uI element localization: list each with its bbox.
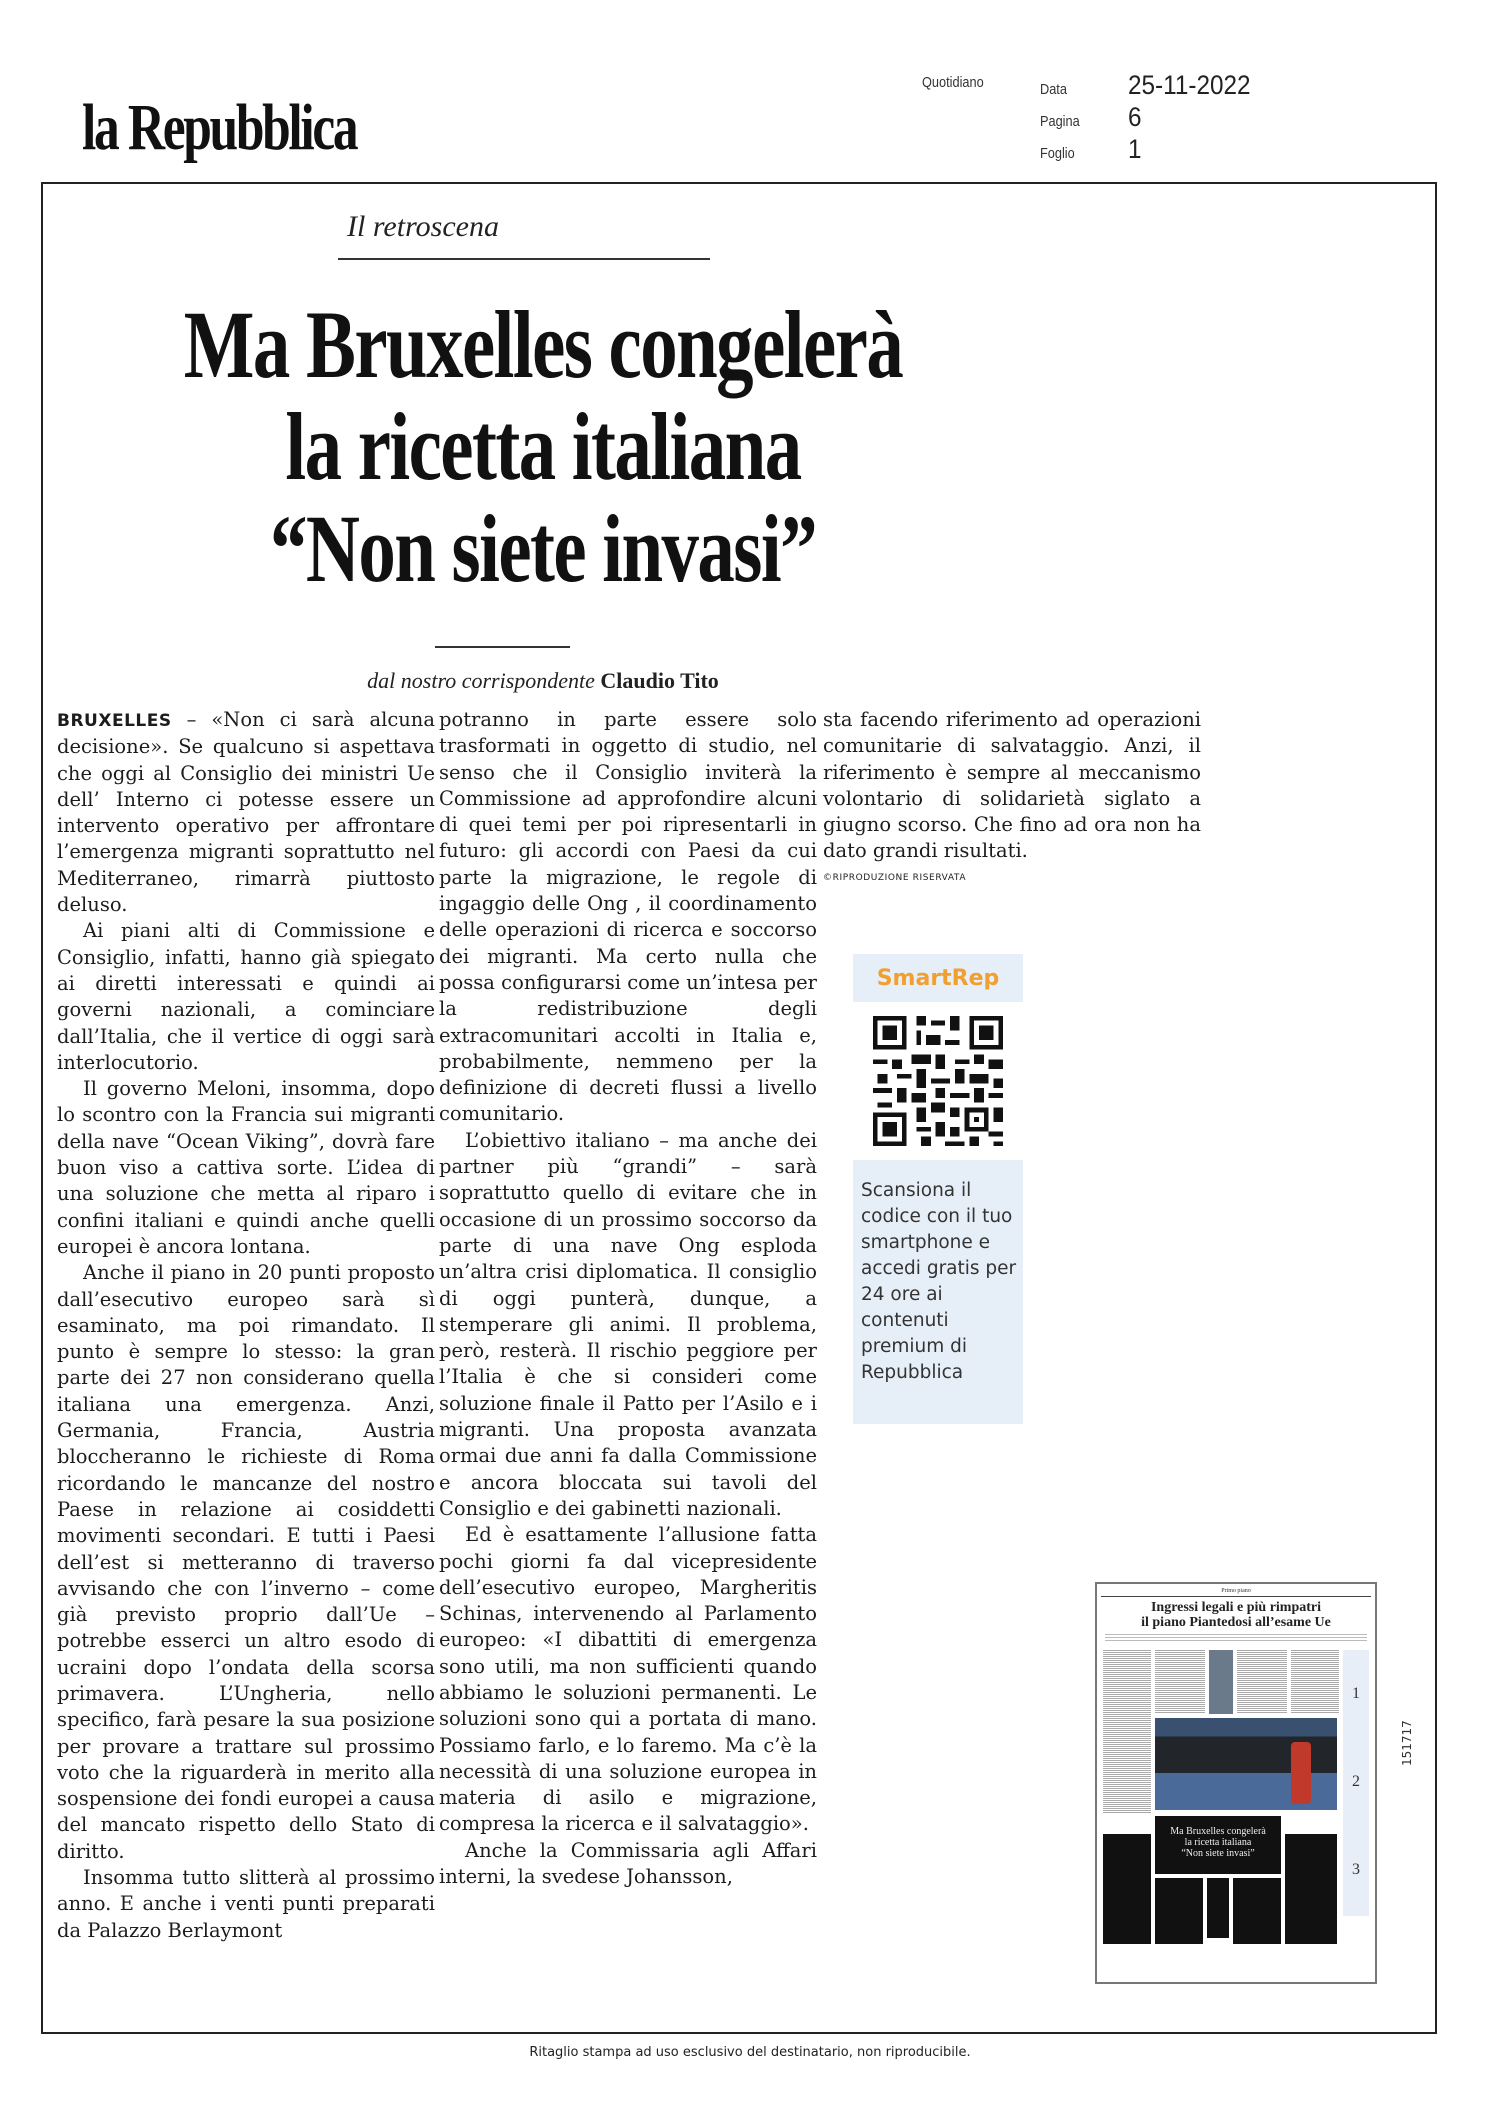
- thumbnail-highlight-qr: [1207, 1878, 1229, 1938]
- publication-type: Quotidiano: [922, 74, 984, 91]
- meta-label: Data: [1040, 81, 1067, 98]
- thumbnail-photo: [1155, 1718, 1337, 1810]
- thumbnail-text-block: [1155, 1650, 1205, 1714]
- thumbnail-text-block: [1291, 1650, 1339, 1714]
- paragraph: potranno in parte essere solo trasformati in oggetto di studio, nel senso che il Consiglio inviterà la Commissione ad approfondire alcuni di quei temi per poi ripresentarli in futuro: gli accordi con Paesi da cui parte la migrazione, le regole di ingaggio delle Ong , il coordinamento delle operazioni di ricerca e soccorso dei migranti. Ma certo nulla che possa configurarsi come un’intesa per la redistribuzione degli extracomunitari accolti in Italia e, probabilmente, nemmeno per la definizione di decreti flussi a livello comunitario.: [439, 708, 817, 1126]
- issue-meta: [1040, 70, 1264, 166]
- dateline: BRUXELLES: [57, 711, 172, 731]
- sidebar-number: 3: [1352, 1861, 1360, 1878]
- article-column-3: [823, 707, 1201, 891]
- sidebar-number: 1: [1352, 1685, 1360, 1702]
- thumbnail-text-block: [1237, 1650, 1287, 1714]
- paragraph: sta facendo riferimento ad operazioni comunitarie di salvataggio. Anzi, il riferimento è sempre al meccanismo volontario di solidarietà siglato a giugno scorso. Che fino ad ora non ha dato grandi risultati.: [823, 708, 1201, 863]
- smartrep-box: [853, 954, 1023, 1440]
- meta-value: 6: [1128, 102, 1142, 132]
- sidebar-number: 2: [1352, 1773, 1360, 1790]
- headline-line: “Non siete invasi”: [269, 495, 817, 602]
- newspaper-logo: la Repubblica: [82, 91, 357, 164]
- paragraph: Anche il piano in 20 punti proposto dall’esecutivo europeo sarà sì esaminato, ma poi rimandato. Il punto è sempre lo stesso: la gran parte dei 27 non considerano quella italiana una emergenza. Anzi, Germania, Francia, Austria bloccheranno le richieste di Roma ricordando le mancanze del nostro Paese in relazione ai cosiddetti movimenti secondari. E tutti i Paesi dell’est si metteranno di traverso avvisando che con l’inverno – come già previsto proprio dall’Ue – potrebbe esserci un altro esodo di ucraini dopo l’ondata della scorsa primavera. L’Ungheria, nello specifico, farà pesare la sua posizione per provare a trattare sul prossimo voto che la riguarderà in merito alla sospensione dei fondi europei a causa del mancato rispetto dello Stato di diritto.: [57, 1261, 435, 1863]
- paragraph: Ed è esattamente l’allusione fatta pochi giorni fa dal vicepresidente dell’esecutivo europeo, Margheritis Schinas, intervenendo al Parlamento europeo: «I dibattiti di emergenza sono utili, ma non sufficienti quando abbiamo le soluzioni permanenti. Le soluzioni sono qui a portata di mano. Possiamo farlo, e lo faremo. Ma c’è la necessità di una soluzione europea in materia di asilo e migrazione, compresa la ricerca e il salvataggio».: [439, 1523, 817, 1836]
- meta-label: Foglio: [1040, 145, 1075, 162]
- thumbnail-headline-line: Ingressi legali e più rimpatri: [1150, 1600, 1322, 1615]
- headline: [153, 291, 933, 602]
- kicker: Il retroscena: [347, 210, 499, 243]
- paragraph: Insomma tutto slitterà al prossimo anno. E anche i venti punti preparati da Palazzo Berlaymont: [57, 1866, 435, 1942]
- byline-prefix: dal nostro corrispondente: [367, 668, 595, 693]
- meta-page: [1040, 102, 1264, 134]
- smartrep-title: SmartRep: [853, 954, 1023, 1002]
- thumbnail-highlighted-headline: [1155, 1816, 1281, 1874]
- copyright-notice: ©RIPRODUZIONE RISERVATA: [823, 872, 967, 883]
- paragraph: [57, 707, 435, 918]
- paragraph: L’obiettivo italiano – ma anche dei partner più “grandi” – sarà soprattutto quello di evitare che in occasione di un prossimo soccorso da parte di una nave Ong esploda un’altra crisi diplomatica. Il consiglio di oggi punterà, dunque, a stemperare gli animi. Il problema, però, resterà. Il rischio peggiore per l’Italia è che si consideri come soluzione finale il Patto per l’Asilo e i migranti. Una proposta avanzata ormai due anni fa dalla Commissione e ancora bloccata sui tavoli del Consiglio e dei gabinetti nazionali.: [439, 1128, 817, 1520]
- divider: [435, 646, 570, 648]
- thumbnail-text-block: [1103, 1650, 1151, 1814]
- footer-disclaimer: Ritaglio stampa ad uso esclusivo del destinatario, non riproducibile.: [529, 2045, 971, 2060]
- thumbnail-highlight-column: [1155, 1878, 1203, 1944]
- article-clipping: [41, 182, 1437, 2034]
- masthead: [40, 62, 1440, 182]
- thumbnail-highlight-column: [1103, 1834, 1151, 1944]
- thumbnail-highlight-line: Ma Bruxelles congelerà: [1170, 1826, 1266, 1837]
- headline-line: la ricetta italiana: [285, 393, 801, 500]
- meta-value: 1: [1128, 134, 1142, 164]
- meta-date: [1040, 70, 1264, 102]
- author-name: Claudio Tito: [600, 668, 719, 693]
- meta-value: 25-11-2022: [1128, 70, 1251, 100]
- paragraph: Anche la Commissaria agli Affari interni, la svedese Johansson,: [439, 1838, 817, 1889]
- headline-line: Ma Bruxelles congelerà: [183, 291, 903, 398]
- paragraph: Il governo Meloni, insomma, dopo lo scontro con la Francia sui migranti della nave “Ocean Viking”, dovrà fare buon viso a cattiva sorte. L’idea di una soluzione che metta al riparo i confini italiani e quindi anche quelli europei è ancora lontana.: [57, 1077, 435, 1258]
- thumbnail-highlight-line: la ricetta italiana: [1184, 1837, 1252, 1848]
- clipping-code: 151717: [1400, 1720, 1414, 1766]
- thumbnail-highlight-column: [1233, 1878, 1281, 1944]
- meta-label: Pagina: [1040, 113, 1080, 130]
- meta-sheet: [1040, 134, 1264, 166]
- paragraph-text: – «Non ci sarà alcuna decisione». Se qualcuno si aspettava che oggi al Consiglio dei ministri Ue dell’ Interno ci potesse essere un intervento operativo per affrontare l’emergenza migranti soprattutto nel Mediterraneo, rimarrà piuttosto deluso.: [57, 708, 435, 917]
- thumbnail-summary: [1105, 1634, 1367, 1642]
- qr-code-icon[interactable]: [853, 1002, 1023, 1160]
- thumbnail-photo-figure: [1291, 1742, 1311, 1804]
- smartrep-description: Scansiona il codice con il tuo smartphone e accedi gratis per 24 ore ai contenuti premium di Repubblica: [853, 1160, 1023, 1424]
- thumbnail-highlight-column: [1285, 1834, 1337, 1944]
- thumbnail-headline: [1097, 1600, 1375, 1630]
- byline: [43, 668, 1043, 694]
- thumbnail-portrait: [1209, 1650, 1233, 1714]
- article-column-1: [57, 707, 435, 1944]
- thumbnail-highlight-line: “Non siete invasi”: [1181, 1848, 1255, 1859]
- article-column-2: [439, 707, 817, 1890]
- thumbnail-section-label: Primo piano: [1101, 1588, 1371, 1597]
- thumbnail-headline-line: il piano Piantedosi all’esame Ue: [1141, 1615, 1331, 1630]
- paragraph: Ai piani alti di Commissione e Consiglio, infatti, hanno già spiegato ai diretti interessati e quindi ai governi nazionali, a cominciare dall’Italia, che il vertice di oggi sarà interlocutorio.: [57, 919, 435, 1074]
- page-thumbnail[interactable]: [1095, 1582, 1377, 1984]
- thumbnail-sidebar: [1343, 1650, 1369, 1916]
- divider: [338, 258, 710, 260]
